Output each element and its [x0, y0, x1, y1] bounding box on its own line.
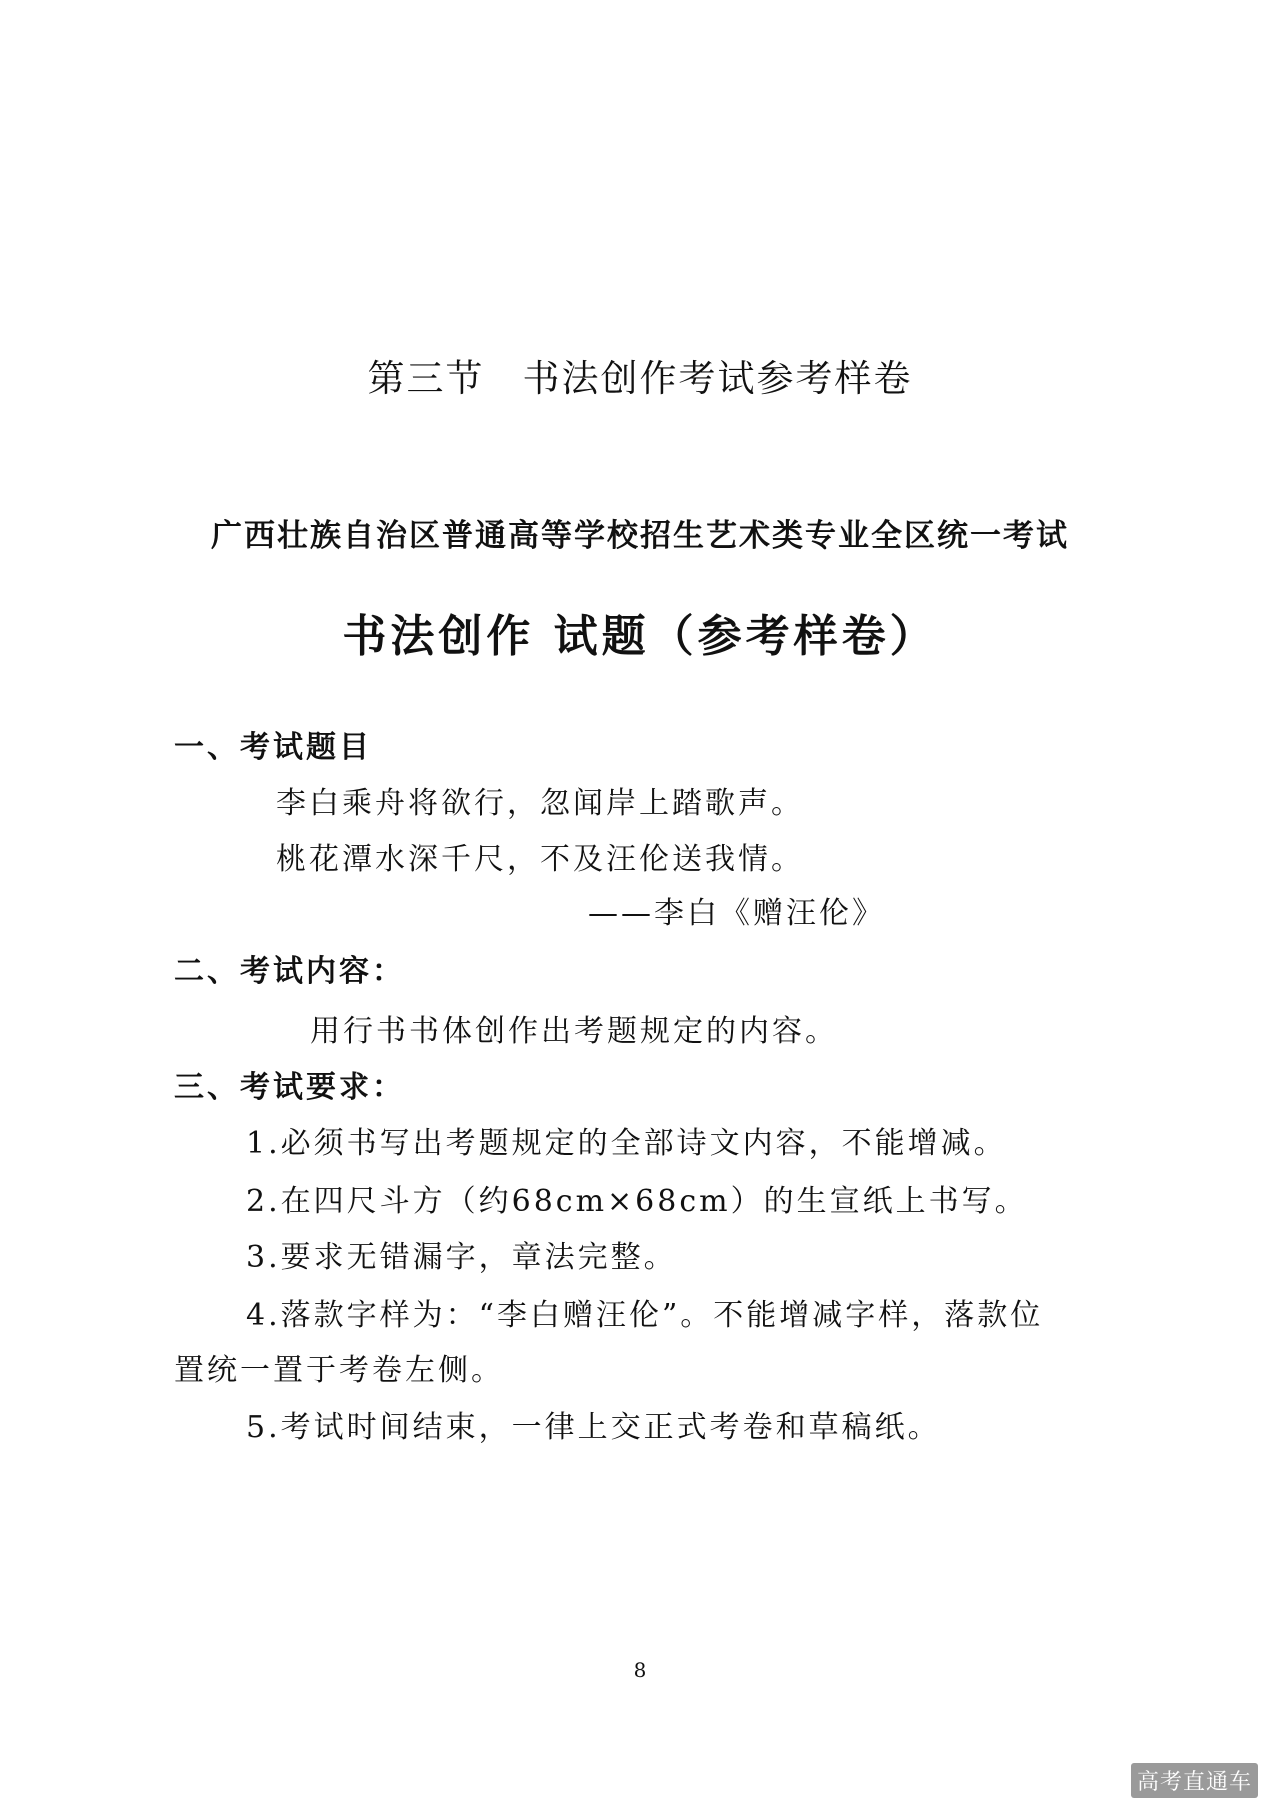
part2-text: 用行书书体创作出考题规定的内容。: [310, 1014, 838, 1049]
page-number: 8: [633, 1658, 647, 1682]
requirement-1: 1.必须书写出考题规定的全部诗文内容，不能增减。: [246, 1126, 1007, 1161]
poem-line-2: 桃花潭水深千尺，不及汪伦送我情。: [276, 842, 804, 877]
requirement-4-line-2: 置统一置于考卷左侧。: [174, 1353, 504, 1388]
requirement-4-line-1: 4.落款字样为：“李白赠汪伦”。不能增减字样，落款位: [246, 1298, 1044, 1333]
requirement-5: 5.考试时间结束，一律上交正式考卷和草稿纸。: [246, 1410, 941, 1445]
organization-line: 广西壮族自治区普通高等学校招生艺术类专业全区统一考试: [211, 518, 1069, 554]
requirement-2: 2.在四尺斗方（约68cm×68cm）的生宣纸上书写。: [246, 1184, 1028, 1219]
section-title: [0, 348, 1280, 402]
poem-attribution: ——李白《赠汪伦》: [588, 896, 885, 931]
poem-line-1: 李白乘舟将欲行，忽闻岸上踏歌声。: [276, 786, 804, 821]
section-title-text: 书法创作考试参考样卷: [522, 357, 913, 400]
paper-title: 书法创作 试题（参考样卷）: [342, 611, 938, 662]
part1-heading: 一、考试题目: [174, 730, 372, 765]
part3-heading: 三、考试要求：: [174, 1070, 405, 1105]
requirement-3: 3.要求无错漏字，章法完整。: [246, 1240, 677, 1275]
part2-heading: 二、考试内容：: [174, 954, 405, 989]
watermark: 高考直通车: [1131, 1763, 1258, 1798]
section-number: 第三节: [367, 357, 485, 400]
